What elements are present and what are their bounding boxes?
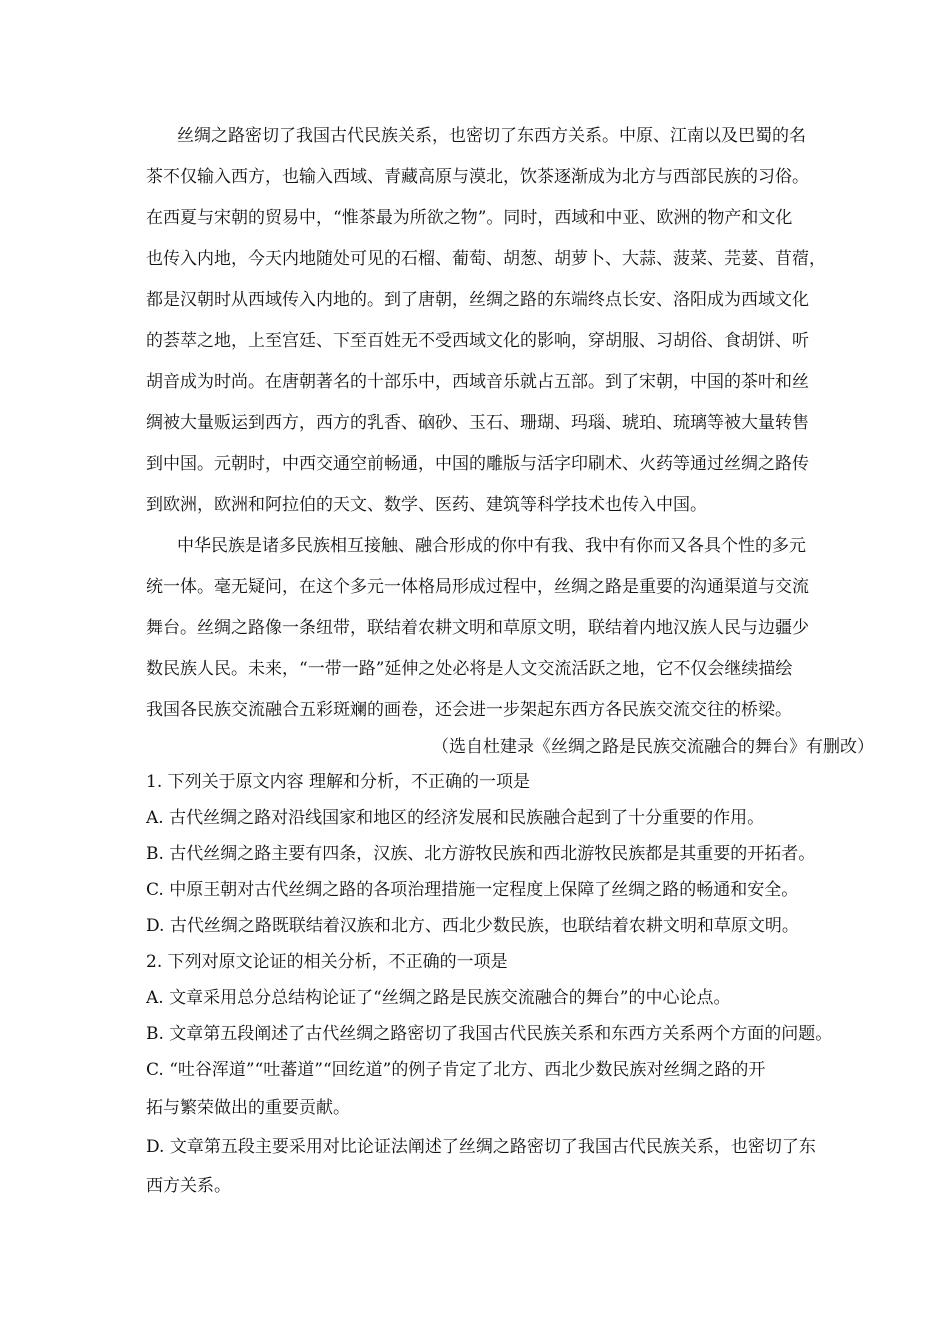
- paragraph-1-line: 也传入内地，今天内地随处可见的石榴、葡萄、胡葱、胡萝卜、大蒜、菠菜、芫荽、苜蓿，: [146, 249, 826, 269]
- paragraph-1-line: 都是汉朝时从西域传入内地的。到了唐朝，丝绸之路的东端终点长安、洛阳成为西域文化: [146, 290, 809, 310]
- paragraph-2-line: 舞台。丝绸之路像一条纽带，联结着农耕文明和草原文明，联结着内地汉族人民与边疆少: [146, 618, 809, 638]
- question-1-stem: 1. 下列关于原文内容 理解和分析，不正确的一项是: [146, 772, 531, 792]
- question-2-stem: 2. 下列对原文论证的相关分析，不正确的一项是: [146, 952, 508, 972]
- question-1-option-a: A. 古代丝绸之路对沿线国家和地区的经济发展和民族融合起到了十分重要的作用。: [146, 808, 765, 828]
- question-2-option-b: B. 文章第五段阐述了古代丝绸之路密切了我国古代民族关系和东西方关系两个方面的问题。: [146, 1024, 833, 1044]
- paragraph-1-line: 到中国。元朝时，中西交通空前畅通，中国的雕版与活字印刷术、火药等通过丝绸之路传: [146, 454, 809, 474]
- paragraph-2-line: 我国各民族交流融合五彩斑斓的画卷，还会进一步架起东西方各民族交流交往的桥梁。: [146, 700, 792, 720]
- source-citation: （选自杜建录《丝绸之路是民族交流融合的舞台》有删改）: [432, 737, 874, 757]
- paragraph-1-line: 的荟萃之地，上至宫廷、下至百姓无不受西域文化的影响，穿胡服、习胡俗、食胡饼、听: [146, 331, 809, 351]
- question-1-option-b: B. 古代丝绸之路主要有四条，汉族、北方游牧民族和西北游牧民族都是其重要的开拓者。: [146, 844, 816, 864]
- paragraph-2-line: 中华民族是诸多民族相互接触、融合形成的你中有我、我中有你而又各具个性的多元: [177, 536, 806, 556]
- question-2-option-c-continued: 拓与繁荣做出的重要贡献。: [146, 1098, 350, 1118]
- paragraph-1-line: 丝绸之路密切了我国古代民族关系，也密切了东西方关系。中原、江南以及巴蜀的名: [177, 126, 806, 146]
- paragraph-2-line: 统一体。毫无疑问，在这个多元一体格局形成过程中，丝绸之路是重要的沟通渠道与交流: [146, 577, 809, 597]
- question-2-option-d-continued: 西方关系。: [146, 1176, 231, 1196]
- paragraph-1-line: 到欧洲，欧洲和阿拉伯的天文、数学、医药、建筑等科学技术也传入中国。: [146, 495, 707, 515]
- question-1-option-c: C. 中原王朝对古代丝绸之路的各项治理措施一定程度上保障了丝绸之路的畅通和安全。: [146, 880, 799, 900]
- question-2-option-c: C. “吐谷浑道”“吐蕃道”“回纥道”的例子肯定了北方、西北少数民族对丝绸之路的开: [146, 1060, 766, 1080]
- paragraph-1-line: 在西夏与宋朝的贸易中，“惟茶最为所欲之物”。同时，西域和中亚、欧洲的物产和文化: [146, 208, 793, 228]
- paragraph-2-line: 数民族人民。未来，“一带一路”延伸之处必将是人文交流活跃之地，它不仅会继续描绘: [146, 659, 793, 679]
- question-2-option-d: D. 文章第五段主要采用对比论证法阐述了丝绸之路密切了我国古代民族关系，也密切了东: [146, 1137, 816, 1157]
- paragraph-1-line: 茶不仅输入西方，也输入西域、青藏高原与漠北，饮茶逐渐成为北方与西部民族的习俗。: [146, 167, 809, 187]
- paragraph-1-line: 绸被大量贩运到西方，西方的乳香、硇砂、玉石、珊瑚、玛瑙、琥珀、琉璃等被大量转售: [146, 413, 809, 433]
- paragraph-1-line: 胡音成为时尚。在唐朝著名的十部乐中，西域音乐就占五部。到了宋朝，中国的茶叶和丝: [146, 372, 809, 392]
- question-2-option-a: A. 文章采用总分总结构论证了“丝绸之路是民族交流融合的舞台”的中心论点。: [146, 988, 731, 1008]
- question-1-option-d: D. 古代丝绸之路既联结着汉族和北方、西北少数民族，也联结着农耕文明和草原文明。: [146, 916, 799, 936]
